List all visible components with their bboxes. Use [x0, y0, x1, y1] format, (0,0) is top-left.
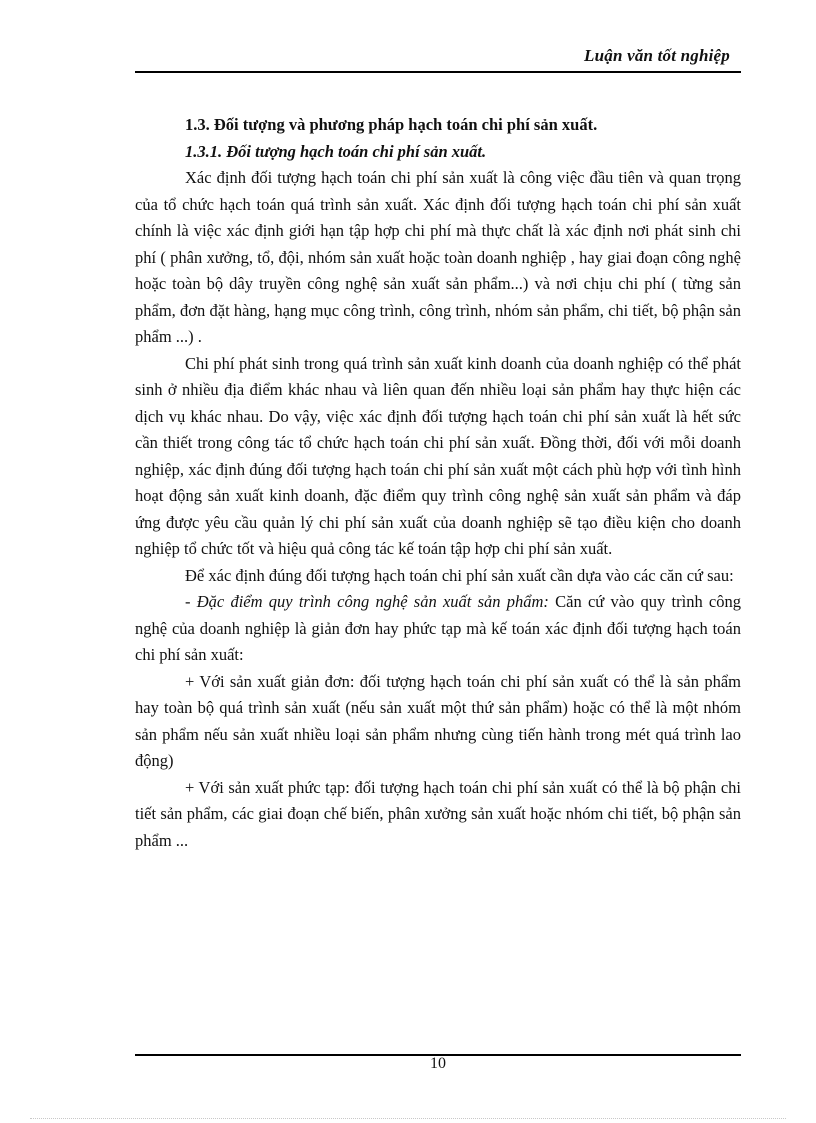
paragraph-6: + Với sản xuất phức tạp: đối tượng hạch toán chi phí sản xuất có thể là bộ phận chi tiết sản phẩm, các giai đoạn chế biến, phân xưởng sản xuất hoặc nhóm chi tiết, bộ phận sản phẩm ... [135, 777, 741, 850]
page-edge-dotted-line [30, 1118, 786, 1119]
page-body [135, 112, 741, 854]
subsection-heading: 1.3.1. Đối tượng hạch toán chi phí sản xuất. [185, 141, 487, 161]
paragraph-2: Chi phí phát sinh trong quá trình sản xuất kinh doanh của doanh nghiệp có thể phát sinh ở nhiều địa điểm khác nhau và liên quan đến nhiều loại sản phẩm hay thực hiện các dịch vụ khác nhau. Do vậy, việc xác định đối tượng hạch toán chi phí sản xuất là hết sức cần thiết trong công tác tổ chức hạch toán chi phí sản xuất. Đồng thời, đối với mỗi doanh nghiệp, xác định đúng đối tượng hạch toán chi phí sản xuất một cách phù hợp với tình hình hoạt động sản xuất kinh doanh, đặc điểm quy trình công nghệ sản xuất sản phẩm và đáp ứng được yêu cầu quản lý chi phí sản xuất của doanh nghiệp sẽ tạo điều kiện cho doanh nghiệp tổ chức tốt và hiệu quả công tác kế toán tập hợp chi phí sản xuất. [135, 353, 741, 558]
paragraph-4-text: Căn cứ vào quy trình công nghệ của doanh nghiệp là giản đơn hay phức tạp mà kế toán xác định đối tượng hạch toán chi phí sản xuất: [135, 592, 742, 664]
paragraph-4-italic-lead: - Đặc điểm quy trình công nghệ sản xuất sản phẩm: [185, 592, 549, 611]
running-header-title: Luận văn tốt nghiệp [584, 46, 730, 65]
page-number: 10 [430, 1055, 446, 1072]
section-heading: 1.3. Đối tượng và phương pháp hạch toán chi phí sản xuất. [185, 115, 598, 134]
paragraph-4 [135, 589, 741, 669]
paragraph-3: Để xác định đúng đối tượng hạch toán chi phí sản xuất cần dựa vào các căn cứ sau: [185, 565, 734, 585]
paragraph-1: Xác định đối tượng hạch toán chi phí sản xuất là công việc đầu tiên và quan trọng của tổ chức hạch toán quá trình sản xuất. Xác định đối tượng hạch toán chi phí sản xuất chính là việc xác định giới hạn tập hợp chi phí mà thực chất là xác định nơi phát sinh chi phí ( phân xưởng, tổ, đội, nhóm sản xuất hoặc toàn doanh nghiệp , hay giai đoạn công nghệ hoặc toàn bộ dây truyền công nghệ sản xuất sản phẩm...) và nơi chịu chi phí ( từng sản phẩm, đơn đặt hàng, hạng mục công trình, công trình, nhóm sản phẩm, chi tiết, bộ phận sản phẩm ...) . [135, 168, 741, 346]
paragraph-5: + Với sản xuất giản đơn: đối tượng hạch toán chi phí sản xuất có thể là sản phẩm hay toàn bộ quá trình sản xuất (nếu sản xuất một thứ sản phẩm) hoặc có thể là một nhóm sản phẩm nếu sản xuất nhiều loại sản phẩm nhưng cùng tiến hành trong mét quá trình lao động) [135, 671, 741, 770]
header-rule [135, 71, 741, 73]
